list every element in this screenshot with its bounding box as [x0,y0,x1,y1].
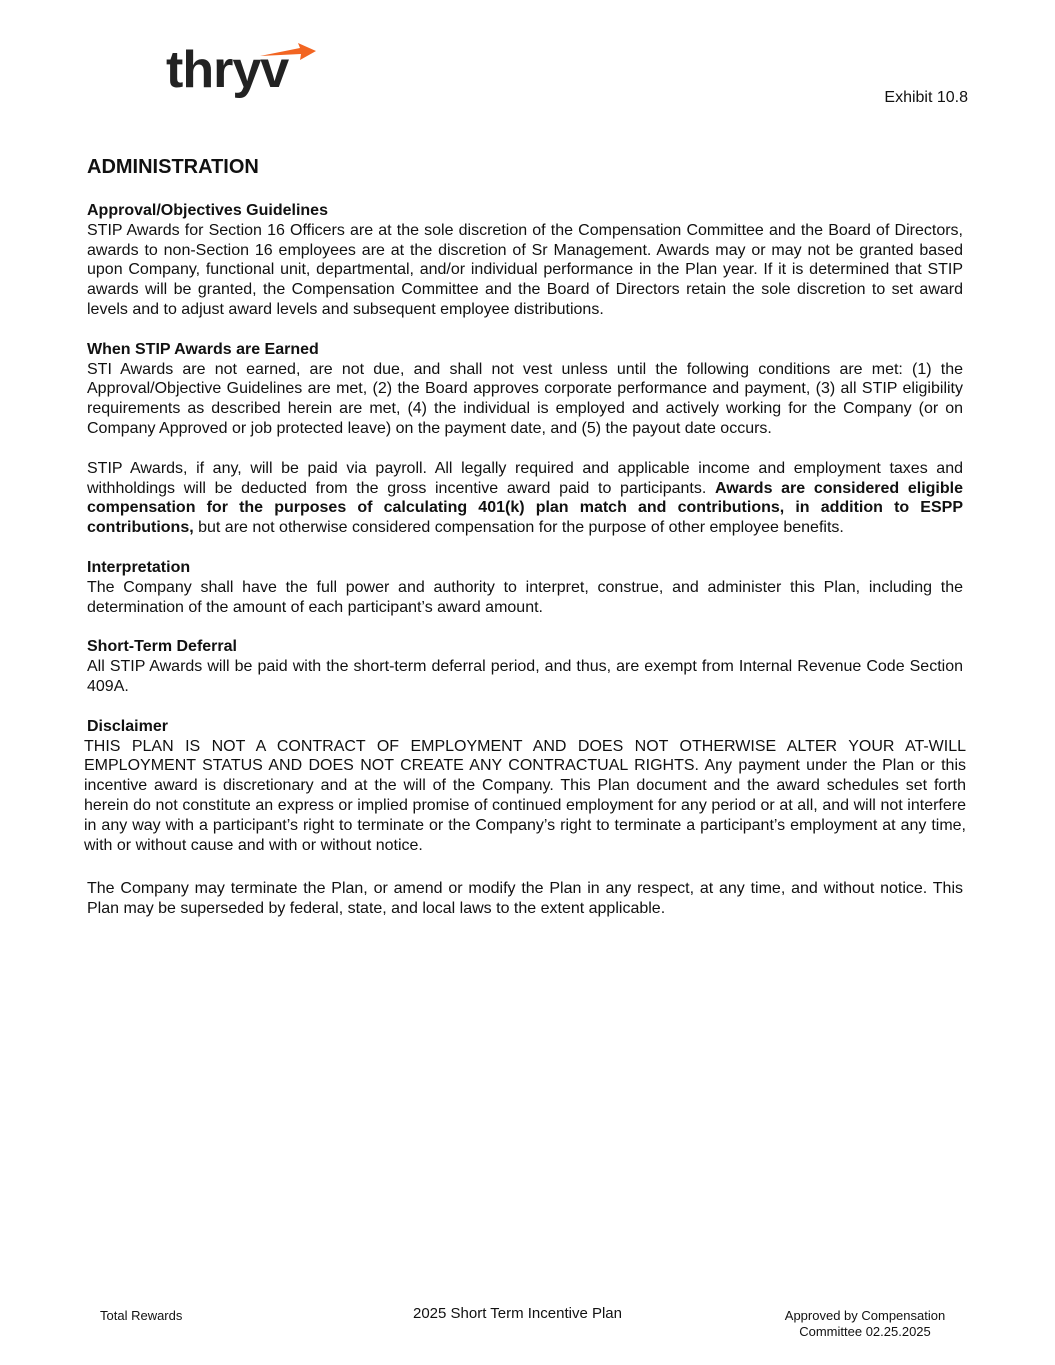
logo-text: thryv [166,41,289,99]
footer-center: 2025 Short Term Incentive Plan [412,1305,622,1322]
company-logo [166,42,312,102]
section-heading-interpretation: Interpretation [87,558,191,576]
page-title: ADMINISTRATION [87,156,259,178]
deferral-paragraph: All STIP Awards will be paid with the short-term deferral period, and thus, are exempt from Internal Revenue Code Section 409A. [87,658,963,695]
interpretation-paragraph: The Company shall have the full power and authority to interpret, construe, and administer this Plan, including the determination of the amount of each participant’s award amount. [87,578,963,616]
section-heading-deferral: Short-Term Deferral [87,638,237,656]
approval-paragraph: STIP Awards for Section 16 Officers are at the sole discretion of the Compensation Committee and the Board of Directors, awards to non-Section 16 employees are at the discretion of Sr Management. Awards may or may not be granted based upon Company, functional unit, departmental, and/or individual performance in the Plan year. If it is determined that STIP awards will be granted, the Compensation Committee and the Board of Directors retain the sole discretion to set award levels and to adjust award levels and subsequent employee distributions. [87,221,963,318]
section-heading-earned: When STIP Awards are Earned [87,340,319,358]
disclaimer-paragraph: THIS PLAN IS NOT A CONTRACT OF EMPLOYMENT AND DOES NOT OTHERWISE ALTER YOUR AT-WILL EMPLOYMENT STATUS AND DOES NOT CREATE ANY CONTRACTUAL RIGHTS. Any payment under the Plan or this incentive award is discretionary and at the will of the Company. This Plan document and the award schedules set forth herein do not constitute an express or implied promise of continued employment for any period or at all, and will not interfere in any way with a participant’s right to terminate or the Company’s right to terminate a participant’s employment at any time, with or without cause and with or without notice. [84,737,966,854]
section-heading-approval: Approval/Objectives Guidelines [87,202,328,219]
document-body [84,155,966,919]
termination-paragraph: The Company may terminate the Plan, or amend or modify the Plan in any respect, at any time, and without notice. This Plan may be superseded by federal, state, and local laws to the extent applicable. [87,880,963,918]
section-heading-disclaimer: Disclaimer [87,717,168,735]
payroll-paragraph [87,459,963,538]
exhibit-label: Exhibit 10.8 [884,89,968,106]
footer-right-line2: Committee 02.25.2025 [799,1324,931,1339]
footer-right [770,1308,960,1340]
payroll-text-bold: Awards are considered eligible compensation for the purposes of calculating 401(k) plan match and contributions, in addition to ESPP contributions, [87,479,963,537]
earned-paragraph: STI Awards are not earned, are not due, and shall not vest unless until the following conditions are met: (1) the Approval/Objective Guidelines are met, (2) the Board approves corporate performance and payment, (3) all STIP eligibility requirements as described herein are met, (4) the individual is employed and actively working for the Company (or on Company Approved or job protected leave) on the payment date, and (5) the payout date occurs. [87,360,963,437]
footer-right-line1: Approved by Compensation [784,1308,946,1323]
payroll-text-start: STIP Awards, if any, will be paid via payroll. All legally required and applicable income and employment taxes and withholdings will be deducted from the gross incentive award paid to participants. [87,459,963,497]
footer-left: Total Rewards [100,1308,183,1323]
payroll-text-end: but are not otherwise considered compensation for the purpose of other employee benefits. [193,519,844,537]
